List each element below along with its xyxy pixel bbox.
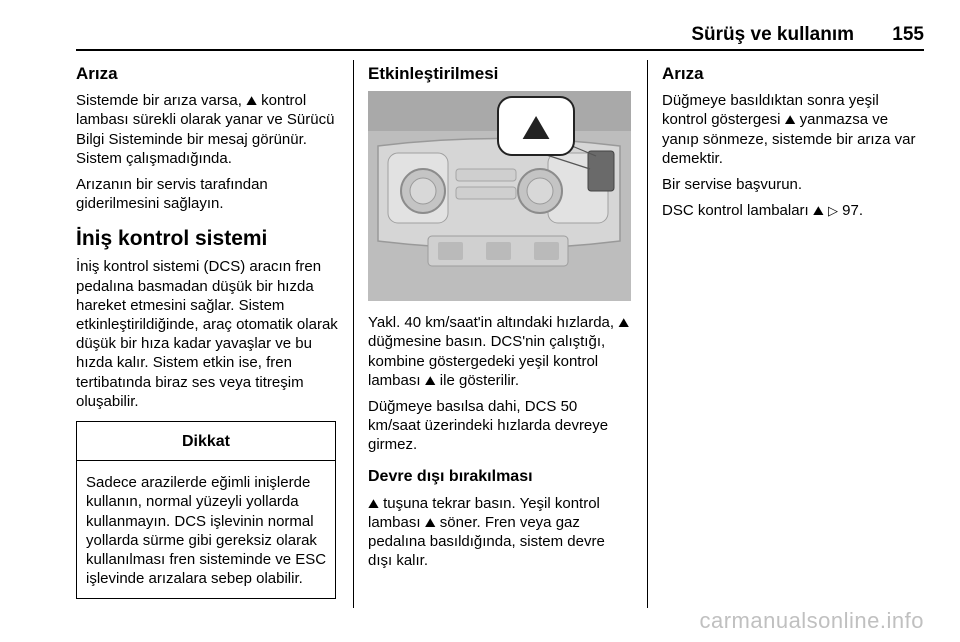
service-paragraph-2: Bir servise başvurun. (662, 176, 803, 194)
header-rule (76, 49, 924, 51)
service-paragraph: Arızanın bir servis tarafından giderilmesini sağlayın. (76, 176, 268, 213)
dcs-warning-icon: ⛰ (246, 93, 257, 109)
header-title: Sürüş ve kullanım (691, 24, 854, 45)
column-3 (662, 60, 924, 227)
reference-paragraph: DSC kontrol lambaları ⛰ ▷ 97. (662, 202, 864, 220)
dcs-icon: ⛰ (618, 315, 630, 331)
fault-heading-2: Arıza (662, 64, 704, 83)
fault-heading: Arıza (76, 64, 118, 83)
dcs-icon: ⛰ (812, 203, 824, 219)
dcs-icon: ⛰ (784, 112, 796, 128)
dcs-icon: ⛰ (424, 515, 436, 531)
caution-text: Sadece arazilerde eğimli inişlerde kullanın, normal yüzeyli yollarda kullanmayın. DCS işlevinin normal yollarda sürme gibi gereksiz olarak kullanılması fren sisteminde ve ESC işlevinde arızalara sebep olabilir. (86, 474, 327, 588)
deactivation-heading: Devre dışı bırakılması (368, 467, 533, 485)
activation-paragraph: Yakl. 40 km/saat'in altındaki hızlarda, ⛰ düğmesine basın. DCS'nin çalıştığı, kombine göstergedeki yeşil kontrol lambası ⛰ ile gösterilir. (368, 314, 630, 389)
intro-paragraph: İniş kontrol sistemi (DCS) aracın fren pedalına basmadan düşük bir hızda hareket etmesini sağlar. Sistem etkinleştirildiğinde, araç otomatik olarak düşük bir hıza kadar yavaşlar ve bu hızda kalır. Sistem etkin ise, fren tertibatında biraz ses veya titreşim oluşabilir. (76, 258, 338, 410)
dashboard-illustration (368, 91, 631, 301)
watermark: carmanualsonline.info (699, 608, 924, 633)
column-divider-1 (353, 60, 354, 608)
deactivation-paragraph: ⛰ tuşuna tekrar basın. Yeşil kontrol lambası ⛰ söner. Fren veya gaz pedalına basıldığında, sistem devre dışı kalır. (368, 494, 605, 570)
page-reference-link[interactable]: 97. (842, 202, 864, 220)
page-header (76, 22, 924, 48)
column-1 (76, 60, 346, 599)
caution-title: Dikkat (77, 422, 335, 461)
column-divider-2 (647, 60, 648, 608)
page-number: 155 (892, 24, 924, 45)
speed-limit-paragraph: Düğmeye basılsa dahi, DCS 50 km/saat üzerindeki hızlarda devreye girmez. (368, 398, 609, 454)
section-heading: İniş kontrol sistemi (76, 227, 268, 251)
center-console-drawing (368, 91, 631, 301)
dcs-icon: ⛰ (368, 495, 379, 511)
dcs-icon: ⛰ (424, 372, 436, 388)
page-reference-arrow-icon: ▷ (827, 203, 838, 219)
fault-paragraph: Sistemde bir arıza varsa, ⛰ kontrol lambası sürekli olarak yanar ve Sürücü Bilgi Sisteminde bir mesaj görünür. Sistem çalışmadığında. (76, 92, 335, 167)
fault-paragraph-2: Düğmeye basıldıktan sonra yeşil kontrol göstergesi ⛰ yanmazsa ve yanıp sönmeze, sistemde bir arıza var demektir. (662, 92, 916, 167)
column-2 (368, 60, 633, 578)
caution-box (76, 421, 336, 599)
dcs-button-icon: ⛰ (521, 108, 551, 149)
activation-heading: Etkinleştirilmesi (368, 64, 499, 83)
